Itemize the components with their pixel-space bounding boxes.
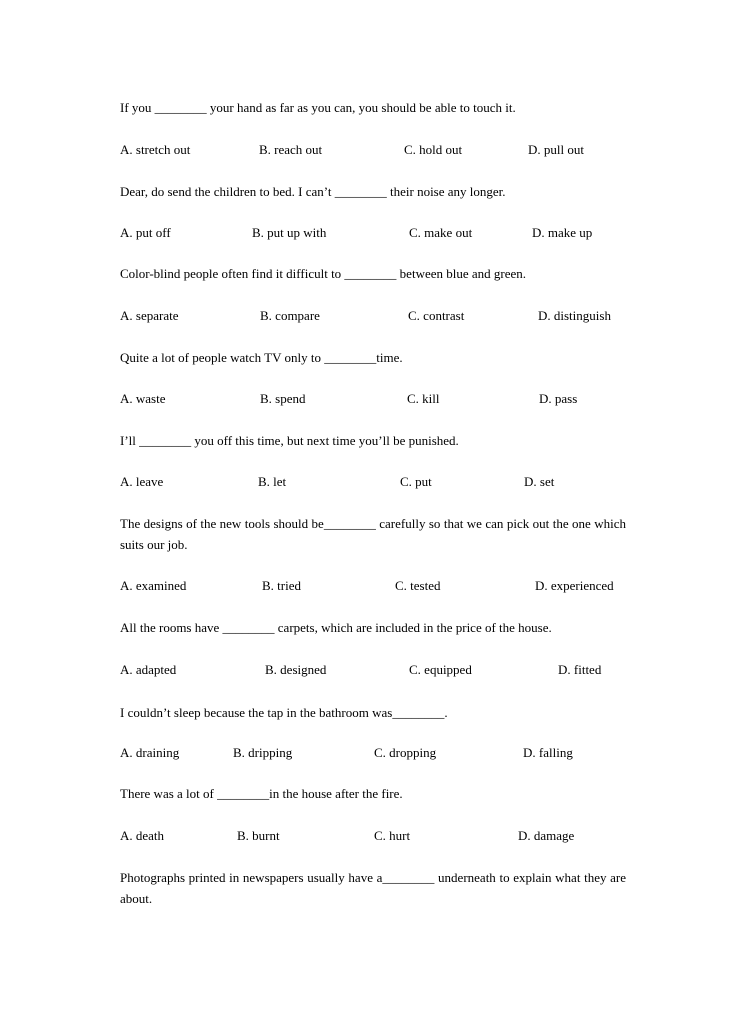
question-3-option-a: A. separate [120,308,179,323]
question-7-option-b: B. designed [265,662,327,677]
question-3-option-c: C. contrast [408,308,465,323]
question-2-option-a: A. put off [120,225,171,240]
question-7-option-d: D. fitted [558,662,602,677]
question-9-option-d: D. damage [518,828,575,843]
question-5-option-c: C. put [400,474,432,489]
question-5-option-a: A. leave [120,474,164,489]
question-2-option-b: B. put up with [252,225,327,240]
question-7-stem: All the rooms have ________ carpets, which are included in the price of the house. [120,620,552,635]
question-8-option-b: B. dripping [233,745,293,760]
question-1-option-b: B. reach out [259,142,323,157]
question-2-option-c: C. make out [409,225,473,240]
question-3-stem: Color-blind people often find it difficult to ________ between blue and green. [120,266,527,281]
question-6-option-d: D. experienced [535,578,614,593]
question-4-option-b: B. spend [260,391,306,406]
question-5-option-d: D. set [524,474,555,489]
question-9-stem: There was a lot of ________in the house after the fire. [120,786,403,801]
question-1-option-a: A. stretch out [120,142,191,157]
question-4-option-d: D. pass [539,391,578,406]
question-1-option-c: C. hold out [404,142,463,157]
question-6-option-c: C. tested [395,578,441,593]
question-1-stem: If you ________ your hand as far as you can, you should be able to touch it. [120,100,516,115]
question-7-option-c: C. equipped [409,662,472,677]
question-8-option-a: A. draining [120,745,180,760]
question-10-stem: Photographs printed in newspapers usually have a________ underneath to explain what they are about. [120,870,626,906]
question-5-stem: I’ll ________ you off this time, but next time you’ll be punished. [120,433,459,448]
question-7-option-a: A. adapted [120,662,177,677]
question-5-option-b: B. let [258,474,287,489]
question-2-option-d: D. make up [532,225,593,240]
question-6-option-a: A. examined [120,578,187,593]
question-1-option-d: D. pull out [528,142,584,157]
question-9-option-b: B. burnt [237,828,280,843]
question-3-option-d: D. distinguish [538,308,611,323]
question-8-option-c: C. dropping [374,745,437,760]
question-9-option-a: A. death [120,828,165,843]
question-4-option-a: A. waste [120,391,166,406]
question-6-option-b: B. tried [262,578,301,593]
question-4-option-c: C. kill [407,391,440,406]
question-8-stem: I couldn’t sleep because the tap in the bathroom was________. [120,705,448,720]
question-6-stem: The designs of the new tools should be________ carefully so that we can pick out the one which suits our job. [120,516,626,552]
question-4-stem: Quite a lot of people watch TV only to ________time. [120,350,403,365]
question-8-option-d: D. falling [523,745,573,760]
question-3-option-b: B. compare [260,308,320,323]
question-2-stem: Dear, do send the children to bed. I can’t ________ their noise any longer. [120,184,506,199]
question-9-option-c: C. hurt [374,828,411,843]
